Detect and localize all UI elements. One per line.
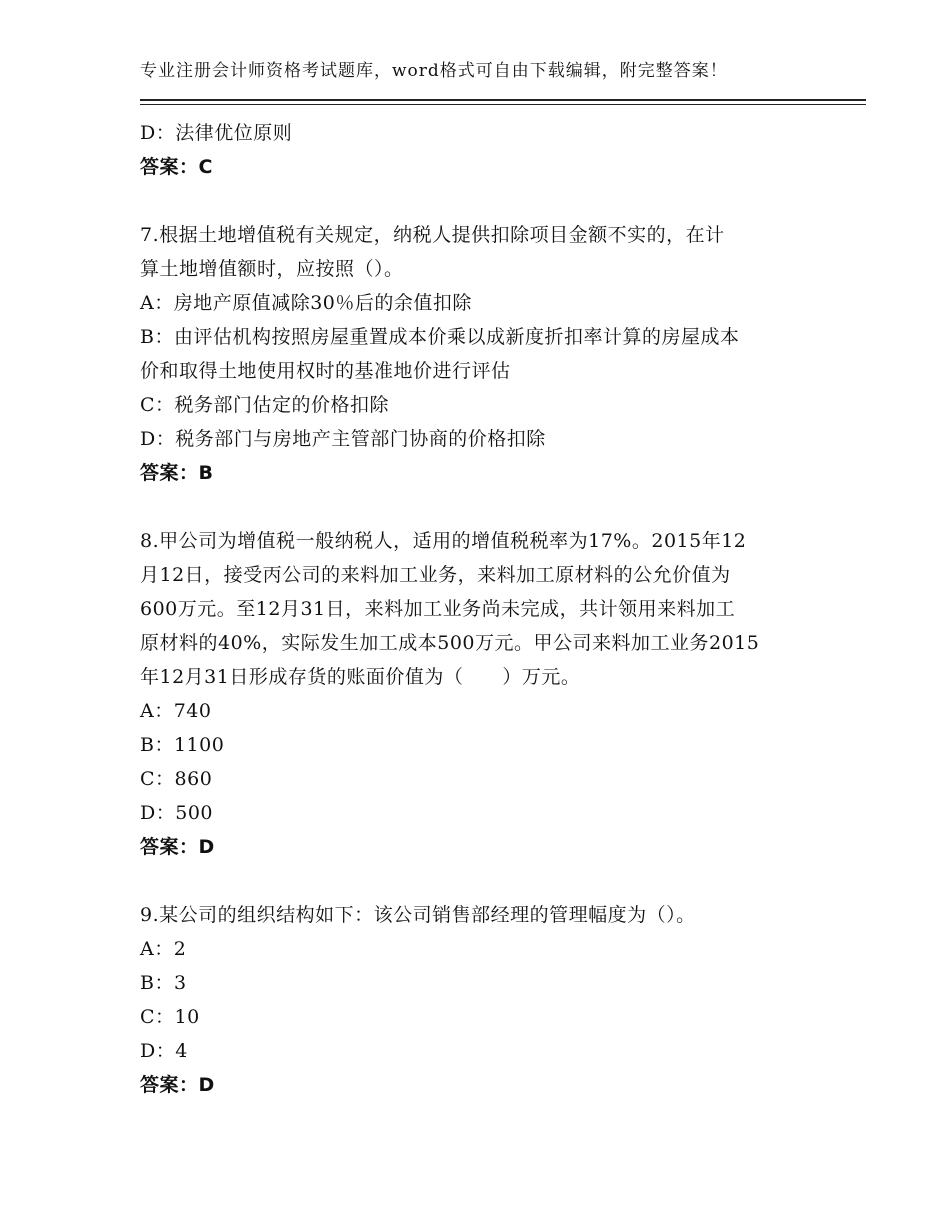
- answer-line: 答案：D: [140, 836, 215, 858]
- question-line: 8.甲公司为增值税一般纳税人，适用的增值税税率为17%。2015年12: [140, 530, 747, 552]
- paragraph-gap: [140, 184, 820, 218]
- paragraph-gap: [140, 864, 820, 898]
- option-line: C：税务部门估定的价格扣除: [140, 394, 390, 416]
- option-line: B：由评估机构按照房屋重置成本价乘以成新度折扣率计算的房屋成本: [140, 326, 740, 348]
- header-rule-thin: [140, 104, 866, 105]
- question-line: 月12日，接受丙公司的来料加工业务，来料加工原材料的公允价值为: [140, 564, 731, 586]
- option-line: B：1100: [140, 734, 225, 756]
- question-line: 9.某公司的组织结构如下：该公司销售部经理的管理幅度为（）。: [140, 904, 696, 926]
- option-line: A：2: [140, 938, 187, 960]
- answer-line: 答案：B: [140, 462, 214, 484]
- question-line: 原材料的40%，实际发生加工成本500万元。甲公司来料加工业务2015: [140, 632, 760, 654]
- option-line: C：860: [140, 768, 213, 790]
- document-body: [140, 116, 820, 1102]
- option-line: B：3: [140, 972, 187, 994]
- option-line: D：税务部门与房地产主管部门协商的价格扣除: [140, 428, 546, 450]
- option-line: D：法律优位原则: [140, 122, 293, 144]
- question-line: 7.根据土地增值税有关规定，纳税人提供扣除项目金额不实的，在计: [140, 224, 725, 246]
- answer-line: 答案：D: [140, 1074, 215, 1096]
- option-line: D：500: [140, 802, 213, 824]
- option-line: D：4: [140, 1040, 188, 1062]
- option-line: C：10: [140, 1006, 200, 1028]
- page-header: 专业注册会计师资格考试题库，word格式可自由下载编辑，附完整答案！: [140, 61, 728, 81]
- answer-line: 答案：C: [140, 156, 213, 178]
- header-rule-thick: [140, 99, 866, 101]
- option-line: A：房地产原值减除30％后的余值扣除: [140, 292, 472, 314]
- question-line: 年12月31日形成存货的账面价值为（ ）万元。: [140, 666, 581, 688]
- option-line: 价和取得土地使用权时的基准地价进行评估: [140, 360, 511, 382]
- question-line: 算土地增值额时，应按照（）。: [140, 258, 404, 280]
- question-line: 600万元。至12月31日，来料加工业务尚未完成，共计领用来料加工: [140, 598, 736, 620]
- paragraph-gap: [140, 490, 820, 524]
- option-line: A：740: [140, 700, 212, 722]
